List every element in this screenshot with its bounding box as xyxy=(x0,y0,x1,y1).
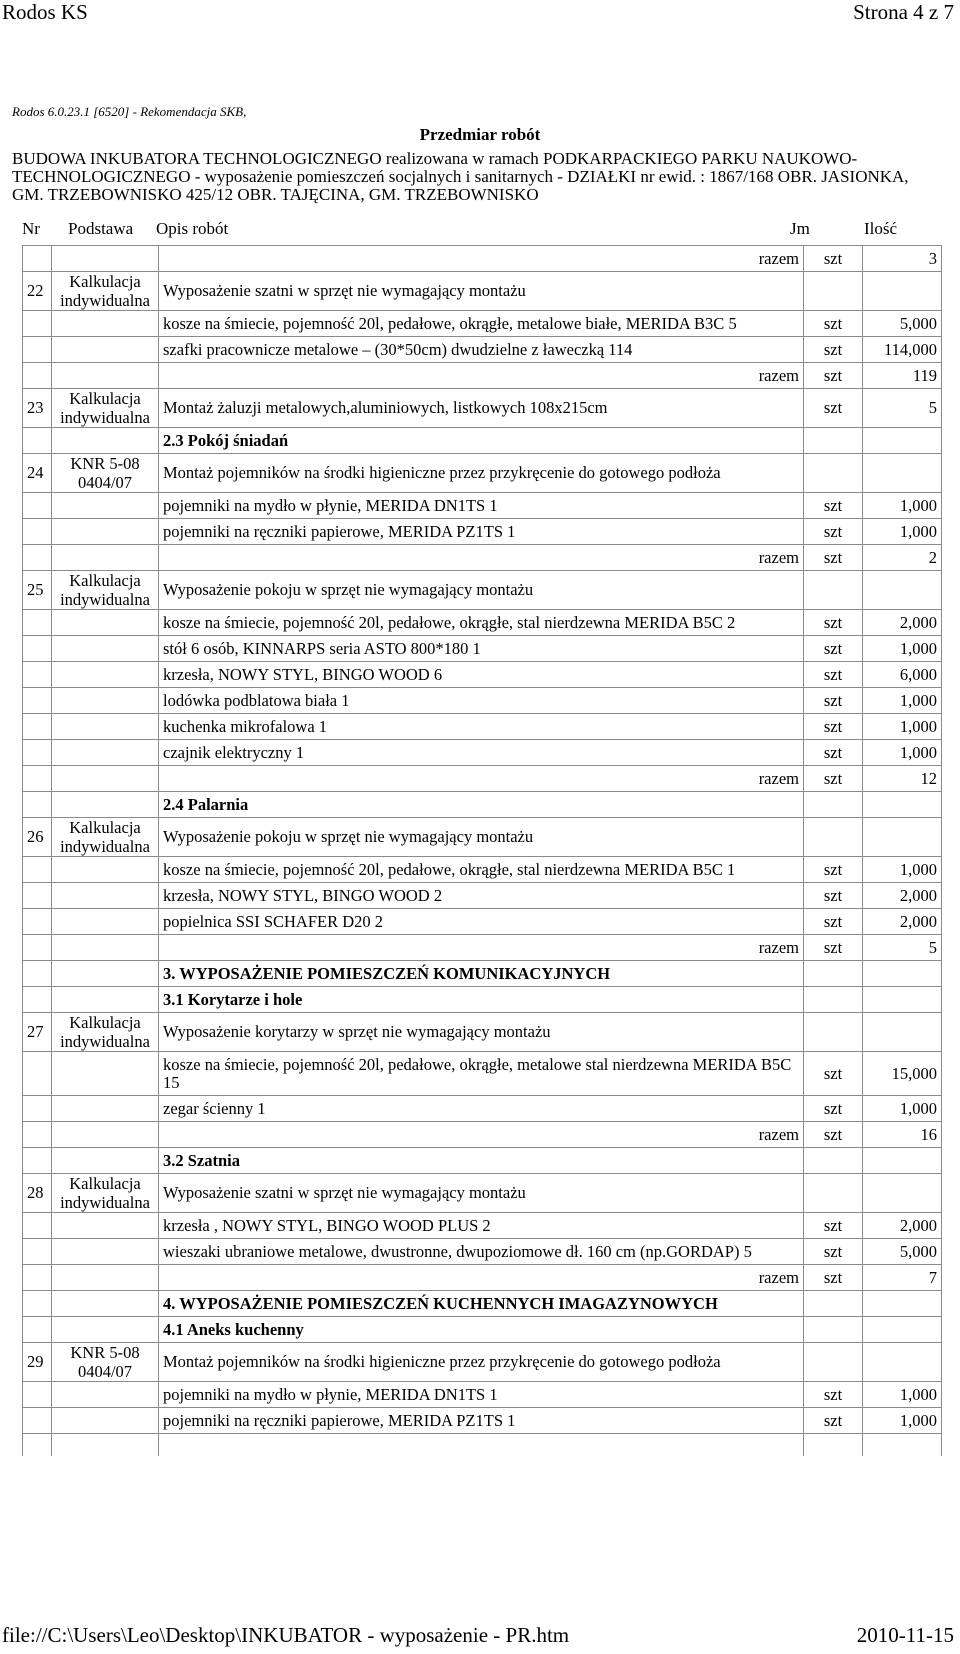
description-cell: pojemniki na ręczniki papierowe, MERIDA PZ1TS 1 xyxy=(159,1408,804,1434)
basis-cell xyxy=(52,246,159,272)
position-number xyxy=(23,909,52,935)
unit-cell: szt xyxy=(804,1265,863,1291)
table-row xyxy=(23,792,942,818)
unit-cell xyxy=(804,987,863,1013)
project-description: BUDOWA INKUBATORA TECHNOLOGICZNEGO realizowana w ramach PODKARPACKIEGO PARKU NAUKOWO-TECHNOLOGICZNEGO - wyposażenie pomieszczeń socjalnych i sanitarnych - DZIAŁKI nr ewid. : 1867/168 OBR. JASIONKA, GM. TRZEBOWNISKO 425/12 OBR. TAJĘCINA, GM. TRZEBOWNISKO xyxy=(12,149,909,204)
unit-cell xyxy=(804,1317,863,1343)
quantity-cell: 2 xyxy=(863,545,942,571)
unit-cell: szt xyxy=(804,857,863,883)
position-number xyxy=(23,766,52,792)
basis-cell xyxy=(52,1408,159,1434)
unit-cell: szt xyxy=(804,311,863,337)
basis-cell xyxy=(52,1265,159,1291)
unit-cell: szt xyxy=(804,1122,863,1148)
quantity-cell xyxy=(863,454,942,493)
basis-cell xyxy=(52,766,159,792)
unit-cell: szt xyxy=(804,1213,863,1239)
table-row xyxy=(23,1148,942,1174)
description-cell: pojemniki na mydło w płynie, MERIDA DN1TS 1 xyxy=(159,493,804,519)
position-number xyxy=(23,610,52,636)
position-number xyxy=(23,857,52,883)
quantity-cell: 1,000 xyxy=(863,1382,942,1408)
unit-cell: szt xyxy=(804,1382,863,1408)
unit-cell xyxy=(804,1013,863,1052)
document-title: Przedmiar robót xyxy=(419,125,541,144)
unit-cell: szt xyxy=(804,545,863,571)
basis-cell xyxy=(52,987,159,1013)
quantity-cell xyxy=(863,818,942,857)
quantity-cell: 6,000 xyxy=(863,662,942,688)
description-cell: krzesła, NOWY STYL, BINGO WOOD 6 xyxy=(159,662,804,688)
description-cell: Montaż pojemników na środki higieniczne przez przykręcenie do gotowego podłoża xyxy=(159,454,804,493)
basis-cell: Kalkulacja indywidualna xyxy=(52,1013,159,1052)
col-jm-header: Jm xyxy=(790,219,810,238)
basis-cell xyxy=(52,545,159,571)
table-row xyxy=(23,766,942,792)
unit-cell: szt xyxy=(804,636,863,662)
description-cell: popielnica SSI SCHAFER D20 2 xyxy=(159,909,804,935)
unit-cell: szt xyxy=(804,935,863,961)
position-number xyxy=(23,1052,52,1096)
quantity-cell xyxy=(863,1291,942,1317)
col-nr-header: Nr xyxy=(22,219,40,238)
description-cell: krzesła, NOWY STYL, BINGO WOOD 2 xyxy=(159,883,804,909)
razem-label: razem xyxy=(758,937,799,957)
description-cell: Wyposażenie pokoju w sprzęt nie wymagający montażu xyxy=(159,818,804,857)
position-number xyxy=(23,987,52,1013)
table-row xyxy=(23,389,942,428)
unit-cell xyxy=(804,428,863,454)
quantity-cell: 1,000 xyxy=(863,636,942,662)
basis-cell xyxy=(52,428,159,454)
basis-cell xyxy=(52,1052,159,1096)
unit-cell xyxy=(804,1148,863,1174)
position-number xyxy=(23,1122,52,1148)
table-row xyxy=(23,636,942,662)
quantity-cell: 16 xyxy=(863,1122,942,1148)
col-opis-header: Opis robót xyxy=(156,219,229,238)
total-label-cell xyxy=(159,1122,804,1148)
section-heading: 3.1 Korytarze i hole xyxy=(159,987,804,1013)
quantity-cell: 12 xyxy=(863,766,942,792)
quantity-cell: 2,000 xyxy=(863,610,942,636)
basis-cell xyxy=(52,493,159,519)
total-label-cell xyxy=(159,766,804,792)
unit-cell: szt xyxy=(804,389,863,428)
basis-cell xyxy=(52,909,159,935)
quantity-cell: 2,000 xyxy=(863,909,942,935)
empty-cell xyxy=(52,1434,159,1456)
basis-cell xyxy=(52,792,159,818)
unit-cell: szt xyxy=(804,740,863,766)
quantity-cell: 3 xyxy=(863,246,942,272)
unit-cell: szt xyxy=(804,688,863,714)
quantity-cell: 119 xyxy=(863,363,942,389)
unit-cell: szt xyxy=(804,766,863,792)
section-heading: 2.4 Palarnia xyxy=(159,792,804,818)
description-cell: Wyposażenie szatni w sprzęt nie wymagający montażu xyxy=(159,272,804,311)
table-row xyxy=(23,272,942,311)
razem-label: razem xyxy=(758,365,799,385)
quantity-cell: 1,000 xyxy=(863,1408,942,1434)
table-header xyxy=(22,215,942,245)
quantity-cell: 15,000 xyxy=(863,1052,942,1096)
description-cell: Wyposażenie pokoju w sprzęt nie wymagający montażu xyxy=(159,571,804,610)
position-number xyxy=(23,1265,52,1291)
basis-cell: Kalkulacja indywidualna xyxy=(52,389,159,428)
position-number: 24 xyxy=(23,454,52,493)
total-label-cell xyxy=(159,363,804,389)
unit-cell xyxy=(804,792,863,818)
basis-cell xyxy=(52,714,159,740)
app-name: Rodos KS xyxy=(2,0,88,24)
position-number xyxy=(23,337,52,363)
table-row xyxy=(23,987,942,1013)
basis-cell xyxy=(52,1317,159,1343)
quantity-cell xyxy=(863,961,942,987)
section-heading: 3.2 Szatnia xyxy=(159,1148,804,1174)
description-cell: Montaż żaluzji metalowych,aluminiowych, listkowych 108x215cm xyxy=(159,389,804,428)
quantity-cell xyxy=(863,792,942,818)
description-cell: Montaż pojemników na środki higieniczne przez przykręcenie do gotowego podłoża xyxy=(159,1343,804,1382)
total-label-cell xyxy=(159,246,804,272)
file-path: file://C:\Users\Leo\Desktop\INKUBATOR - wyposażenie - PR.htm xyxy=(2,1623,570,1647)
unit-cell: szt xyxy=(804,1052,863,1096)
cost-table xyxy=(22,215,942,1456)
table-row xyxy=(23,363,942,389)
table-row xyxy=(23,961,942,987)
unit-cell xyxy=(804,818,863,857)
position-number xyxy=(23,519,52,545)
program-info: Rodos 6.0.23.1 [6520] - Rekomendacja SKB, xyxy=(12,104,247,119)
quantity-cell: 5 xyxy=(863,935,942,961)
basis-cell xyxy=(52,311,159,337)
quantity-cell xyxy=(863,1317,942,1343)
description-cell: stół 6 osób, KINNARPS seria ASTO 800*180 1 xyxy=(159,636,804,662)
table-row xyxy=(23,545,942,571)
unit-cell xyxy=(804,1291,863,1317)
position-number xyxy=(23,636,52,662)
quantity-cell: 1,000 xyxy=(863,857,942,883)
table-row xyxy=(23,1213,942,1239)
basis-cell xyxy=(52,1122,159,1148)
table-row xyxy=(23,740,942,766)
description-cell: pojemniki na mydło w płynie, MERIDA DN1TS 1 xyxy=(159,1382,804,1408)
table-row xyxy=(23,1382,942,1408)
position-number xyxy=(23,688,52,714)
description-cell: kosze na śmiecie, pojemność 20l, pedałowe, okrągłe, stal nierdzewna MERIDA B5C 2 xyxy=(159,610,804,636)
position-number: 23 xyxy=(23,389,52,428)
position-number xyxy=(23,1148,52,1174)
position-number: 25 xyxy=(23,571,52,610)
unit-cell: szt xyxy=(804,1408,863,1434)
quantity-cell xyxy=(863,1174,942,1213)
position-number xyxy=(23,883,52,909)
description-cell: wieszaki ubraniowe metalowe, dwustronne, dwupoziomowe dł. 160 cm (np.GORDAP) 5 xyxy=(159,1239,804,1265)
description-cell: kuchenka mikrofalowa 1 xyxy=(159,714,804,740)
razem-label: razem xyxy=(758,547,799,567)
basis-cell: KNR 5-08 0404/07 xyxy=(52,454,159,493)
position-number xyxy=(23,792,52,818)
razem-label: razem xyxy=(758,248,799,268)
quantity-cell: 5,000 xyxy=(863,1239,942,1265)
table-row xyxy=(23,519,942,545)
quantity-cell xyxy=(863,571,942,610)
table-row xyxy=(23,337,942,363)
position-number xyxy=(23,935,52,961)
position-number xyxy=(23,1317,52,1343)
table-row xyxy=(23,1343,942,1382)
position-number: 22 xyxy=(23,272,52,311)
description-cell: kosze na śmiecie, pojemność 20l, pedałowe, okrągłe, metalowe białe, MERIDA B3C 5 xyxy=(159,311,804,337)
basis-cell xyxy=(52,1213,159,1239)
quantity-cell xyxy=(863,1343,942,1382)
description-cell: czajnik elektryczny 1 xyxy=(159,740,804,766)
table-row xyxy=(23,1052,942,1096)
unit-cell: szt xyxy=(804,519,863,545)
description-cell: kosze na śmiecie, pojemność 20l, pedałowe, okrągłe, stal nierdzewna MERIDA B5C 1 xyxy=(159,857,804,883)
basis-cell xyxy=(52,337,159,363)
unit-cell xyxy=(804,272,863,311)
quantity-cell: 114,000 xyxy=(863,337,942,363)
razem-label: razem xyxy=(758,1124,799,1144)
table-row xyxy=(23,454,942,493)
quantity-cell: 1,000 xyxy=(863,493,942,519)
position-number xyxy=(23,662,52,688)
table-row xyxy=(23,818,942,857)
col-podstawa-header: Podstawa xyxy=(68,219,134,238)
quantity-cell: 1,000 xyxy=(863,688,942,714)
total-label-cell xyxy=(159,545,804,571)
section-heading: 4.1 Aneks kuchenny xyxy=(159,1317,804,1343)
table-row xyxy=(23,428,942,454)
unit-cell xyxy=(804,1174,863,1213)
page-footer xyxy=(0,1620,960,1654)
position-number xyxy=(23,1239,52,1265)
basis-cell: Kalkulacja indywidualna xyxy=(52,1174,159,1213)
unit-cell xyxy=(804,571,863,610)
table-row xyxy=(23,1265,942,1291)
basis-cell xyxy=(52,740,159,766)
basis-cell xyxy=(52,1148,159,1174)
basis-cell xyxy=(52,662,159,688)
quantity-cell xyxy=(863,1148,942,1174)
quantity-cell: 1,000 xyxy=(863,519,942,545)
unit-cell: szt xyxy=(804,662,863,688)
empty-cell xyxy=(804,1434,863,1456)
position-number xyxy=(23,1408,52,1434)
quantity-cell: 1,000 xyxy=(863,714,942,740)
unit-cell xyxy=(804,961,863,987)
position-number xyxy=(23,740,52,766)
col-ilosc-header: Ilość xyxy=(864,219,898,238)
table-row xyxy=(23,571,942,610)
razem-label: razem xyxy=(758,1267,799,1287)
empty-cell xyxy=(23,1434,52,1456)
quantity-cell xyxy=(863,428,942,454)
description-cell: krzesła , NOWY STYL, BINGO WOOD PLUS 2 xyxy=(159,1213,804,1239)
unit-cell: szt xyxy=(804,714,863,740)
description-cell: zegar ścienny 1 xyxy=(159,1096,804,1122)
unit-cell: szt xyxy=(804,493,863,519)
position-number xyxy=(23,311,52,337)
table-row xyxy=(23,610,942,636)
basis-cell xyxy=(52,857,159,883)
table-row xyxy=(23,493,942,519)
unit-cell: szt xyxy=(804,909,863,935)
quantity-cell: 7 xyxy=(863,1265,942,1291)
table-row xyxy=(23,1174,942,1213)
quantity-cell xyxy=(863,1013,942,1052)
basis-cell xyxy=(52,1239,159,1265)
section-heading: 3. WYPOSAŻENIE POMIESZCZEŃ KOMUNIKACYJNYCH xyxy=(159,961,804,987)
position-number: 27 xyxy=(23,1013,52,1052)
position-number xyxy=(23,428,52,454)
table-row xyxy=(23,311,942,337)
unit-cell: szt xyxy=(804,610,863,636)
position-number xyxy=(23,363,52,389)
position-number xyxy=(23,246,52,272)
unit-cell: szt xyxy=(804,883,863,909)
quantity-cell: 1,000 xyxy=(863,740,942,766)
quantity-cell xyxy=(863,272,942,311)
quantity-cell: 2,000 xyxy=(863,1213,942,1239)
description-cell: Wyposażenie korytarzy w sprzęt nie wymagający montażu xyxy=(159,1013,804,1052)
table-row xyxy=(23,1096,942,1122)
table-row xyxy=(23,883,942,909)
position-number xyxy=(23,961,52,987)
basis-cell xyxy=(52,610,159,636)
position-number xyxy=(23,714,52,740)
table-row xyxy=(23,662,942,688)
total-label-cell xyxy=(159,935,804,961)
unit-cell xyxy=(804,454,863,493)
position-number xyxy=(23,1096,52,1122)
position-number xyxy=(23,1382,52,1408)
table-row xyxy=(23,909,942,935)
basis-cell: Kalkulacja indywidualna xyxy=(52,818,159,857)
table-row xyxy=(23,857,942,883)
table-row xyxy=(23,1013,942,1052)
table-row xyxy=(23,1291,942,1317)
position-number xyxy=(23,1291,52,1317)
table-row xyxy=(23,1408,942,1434)
section-heading: 2.3 Pokój śniadań xyxy=(159,428,804,454)
basis-cell: KNR 5-08 0404/07 xyxy=(52,1343,159,1382)
table-row xyxy=(23,935,942,961)
table-row xyxy=(23,714,942,740)
basis-cell: Kalkulacja indywidualna xyxy=(52,571,159,610)
quantity-cell xyxy=(863,987,942,1013)
table-row xyxy=(23,246,942,272)
table-row xyxy=(23,688,942,714)
basis-cell xyxy=(52,1291,159,1317)
quantity-cell: 2,000 xyxy=(863,883,942,909)
empty-cell xyxy=(863,1434,942,1456)
unit-cell: szt xyxy=(804,363,863,389)
description-cell: szafki pracownicze metalowe – (30*50cm) dwudzielne z ławeczką 114 xyxy=(159,337,804,363)
quantity-cell: 5,000 xyxy=(863,311,942,337)
position-number xyxy=(23,1213,52,1239)
unit-cell: szt xyxy=(804,246,863,272)
position-number: 28 xyxy=(23,1174,52,1213)
print-date: 2010-11-15 xyxy=(856,1623,954,1647)
items-table xyxy=(22,245,942,1456)
table-row xyxy=(23,1317,942,1343)
empty-cell xyxy=(159,1434,804,1456)
description-cell: lodówka podblatowa biała 1 xyxy=(159,688,804,714)
razem-label: razem xyxy=(758,768,799,788)
basis-cell xyxy=(52,935,159,961)
quantity-cell: 5 xyxy=(863,389,942,428)
unit-cell: szt xyxy=(804,1096,863,1122)
section-heading: 4. WYPOSAŻENIE POMIESZCZEŃ KUCHENNYCH IMAGAZYNOWYCH xyxy=(159,1291,804,1317)
basis-cell xyxy=(52,883,159,909)
position-number: 26 xyxy=(23,818,52,857)
description-cell: Wyposażenie szatni w sprzęt nie wymagający montażu xyxy=(159,1174,804,1213)
description-cell: kosze na śmiecie, pojemność 20l, pedałowe, okrągłe, metalowe stal nierdzewna MERIDA B5C 15 xyxy=(159,1052,804,1096)
table-row xyxy=(23,1434,942,1456)
position-number xyxy=(23,545,52,571)
basis-cell: Kalkulacja indywidualna xyxy=(52,272,159,311)
table-row xyxy=(23,1122,942,1148)
position-number: 29 xyxy=(23,1343,52,1382)
page-header xyxy=(0,0,960,28)
basis-cell xyxy=(52,519,159,545)
table-row xyxy=(23,1239,942,1265)
unit-cell: szt xyxy=(804,1239,863,1265)
quantity-cell: 1,000 xyxy=(863,1096,942,1122)
total-label-cell xyxy=(159,1265,804,1291)
unit-cell: szt xyxy=(804,337,863,363)
unit-cell xyxy=(804,1343,863,1382)
basis-cell xyxy=(52,636,159,662)
position-number xyxy=(23,493,52,519)
page-number: Strona 4 z 7 xyxy=(853,0,954,24)
basis-cell xyxy=(52,1382,159,1408)
basis-cell xyxy=(52,1096,159,1122)
description-cell: pojemniki na ręczniki papierowe, MERIDA PZ1TS 1 xyxy=(159,519,804,545)
basis-cell xyxy=(52,961,159,987)
basis-cell xyxy=(52,688,159,714)
basis-cell xyxy=(52,363,159,389)
